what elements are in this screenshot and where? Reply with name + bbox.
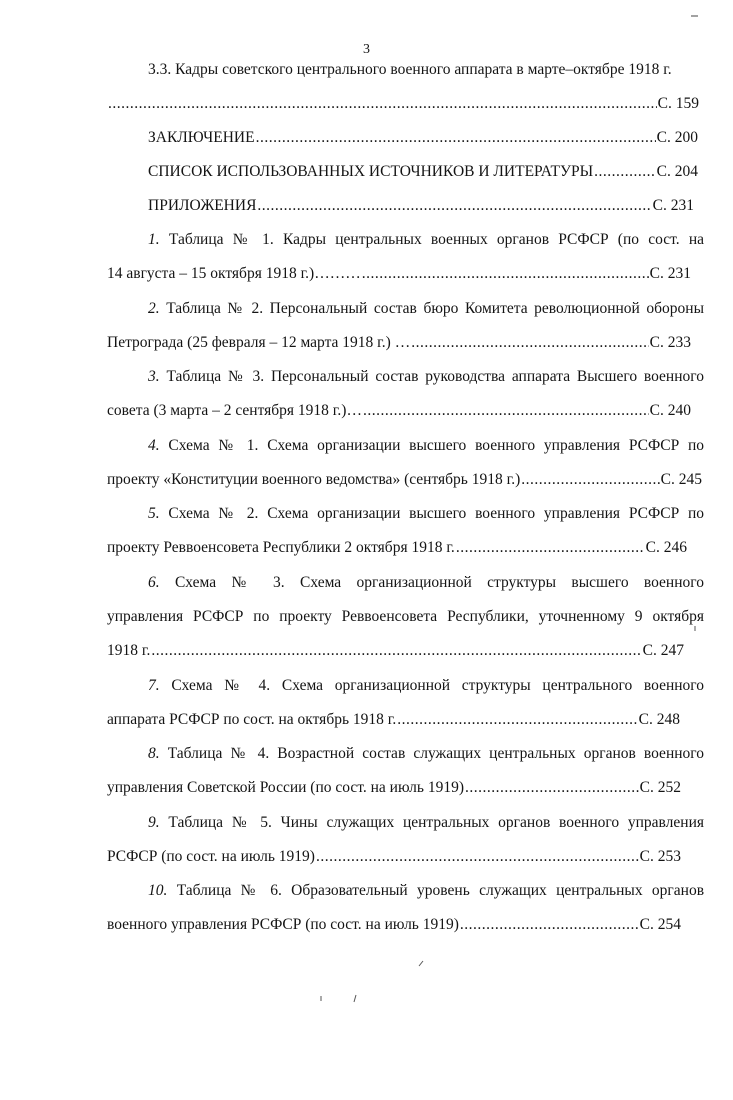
toc-conclusion-title: ЗАКЛЮЧЕНИЕ	[148, 129, 255, 146]
appendix-1-line-1: 1. Таблица № 1. Кадры центральных военных органов РСФСР (по сост. на	[148, 231, 705, 248]
appendix-4-line-2: проекту «Конституции военного ведомства» (сентябрь 1918 г.) ..... С. 245	[107, 470, 702, 490]
appendix-6-line-1: 6. Схема № 3. Схема организационной структуры высшего военного	[148, 574, 704, 591]
appendix-2-page: С. 233	[649, 334, 691, 351]
dot-leader	[108, 94, 657, 114]
dot-leader	[460, 915, 639, 935]
appendix-9-page: С. 253	[639, 848, 681, 865]
toc-entry-conclusion	[148, 128, 698, 148]
toc-entry-3-3-title: 3.3. Кадры советского центрального военного аппарата в марте–октябре 1918 г.	[148, 61, 672, 78]
appendix-2-number: 2.	[148, 300, 160, 317]
appendix-2-line-2: Петрограда (25 февраля – 12 марта 1918 г.) … ..... С. 233	[107, 333, 691, 353]
appendix-9-line-2: РСФСР (по сост. на июль 1919) ..... С. 253	[107, 847, 681, 867]
appendix-10-line-1: 10. Таблица № 6. Образовательный уровень служащих центральных органов	[148, 882, 705, 899]
appendix-3-page: С. 240	[649, 402, 691, 419]
appendix-3-number: 3.	[148, 368, 160, 385]
appendix-6-line-3: 1918 г. ..... С. 247	[107, 641, 684, 661]
appendix-9-line-1: 9. Таблица № 5. Чины служащих центральных органов военного управления	[148, 814, 704, 831]
appendix-3-line-2: совета (3 марта – 2 сентября 1918 г.)… ..... С. 240	[107, 401, 691, 421]
dot-leader	[363, 401, 649, 421]
scan-mark	[318, 995, 324, 1003]
toc-entry-appendices	[148, 196, 694, 216]
dot-leader	[411, 333, 648, 353]
toc-conclusion-page: С. 200	[656, 129, 698, 146]
appendix-7-number: 7.	[148, 677, 160, 694]
appendix-8-line-1: 8. Таблица № 4. Возрастной состав служащих центральных органов военного	[148, 745, 704, 762]
dot-leader	[594, 162, 656, 182]
dot-leader	[362, 264, 649, 284]
toc-appendices-page: С. 231	[652, 197, 694, 214]
dot-leader	[465, 778, 639, 798]
dot-leader	[256, 128, 656, 148]
appendix-10-line-2: военного управления РСФСР (по сост. на июль 1919) ..... С. 254	[107, 915, 681, 935]
appendix-6-page: С. 247	[642, 642, 684, 659]
appendix-8-page: С. 252	[639, 779, 681, 796]
dot-leader	[456, 538, 645, 558]
toc-sources-page: С. 204	[656, 163, 698, 180]
appendix-8-number: 8.	[148, 745, 160, 762]
dot-leader	[397, 710, 637, 730]
appendix-9-number: 9.	[148, 814, 160, 831]
appendix-5-line-2: проекту Реввоенсовета Республики 2 октября 1918 г. ..... С. 246	[107, 538, 687, 558]
appendix-6-line-2: управления РСФСР по проекту Реввоенсовета Республики, уточненному 9 октября	[107, 608, 704, 625]
dot-leader	[257, 196, 651, 216]
toc-entry-sources	[148, 162, 698, 182]
appendix-4-page: С. 245	[660, 471, 702, 488]
appendix-7-page: С. 248	[638, 711, 680, 728]
scan-mark	[418, 960, 424, 968]
scan-mark	[352, 994, 358, 1004]
appendix-7-line-1: 7. Схема № 4. Схема организационной структуры центрального военного	[148, 677, 705, 694]
dot-leader	[151, 641, 641, 661]
appendix-5-page: С. 246	[645, 539, 687, 556]
appendix-3-line-1: 3. Таблица № 3. Персональный состав руководства аппарата Высшего военного	[148, 368, 704, 385]
appendix-1-number: 1.	[148, 231, 160, 248]
page-number: 3	[363, 42, 370, 57]
dot-leader	[521, 470, 659, 490]
toc-entry-3-3-leader	[107, 94, 699, 114]
toc-appendices-title: ПРИЛОЖЕНИЯ	[148, 197, 257, 214]
appendix-2-line-1: 2. Таблица № 2. Персональный состав бюро Комитета революционной обороны	[148, 300, 704, 317]
appendix-10-page: С. 254	[639, 916, 681, 933]
dot-leader	[316, 847, 639, 867]
appendix-10-number: 10.	[148, 882, 168, 899]
toc-sources-title: СПИСОК ИСПОЛЬЗОВАННЫХ ИСТОЧНИКОВ И ЛИТЕРАТУРЫ	[148, 163, 594, 180]
appendix-8-line-2: управления Советской России (по сост. на июль 1919) ..... С. 252	[107, 778, 681, 798]
appendix-1-page: С. 231	[649, 265, 691, 282]
appendix-5-line-1: 5. Схема № 2. Схема организации высшего военного управления РСФСР по	[148, 505, 705, 522]
appendix-7-line-2: аппарата РСФСР по сост. на октябрь 1918 г. ..... С. 248	[107, 710, 680, 730]
appendix-6-number: 6.	[148, 574, 160, 591]
toc-entry-3-3-page: С. 159	[657, 95, 699, 112]
scan-mark	[690, 12, 700, 18]
scan-mark	[692, 625, 698, 633]
appendix-5-number: 5.	[148, 505, 160, 522]
appendix-1-line-2: 14 августа – 15 октября 1918 г.)……… ..... С. 231	[107, 264, 691, 284]
appendix-4-line-1: 4. Схема № 1. Схема организации высшего военного управления РСФСР по	[148, 437, 705, 454]
appendix-4-number: 4.	[148, 437, 160, 454]
